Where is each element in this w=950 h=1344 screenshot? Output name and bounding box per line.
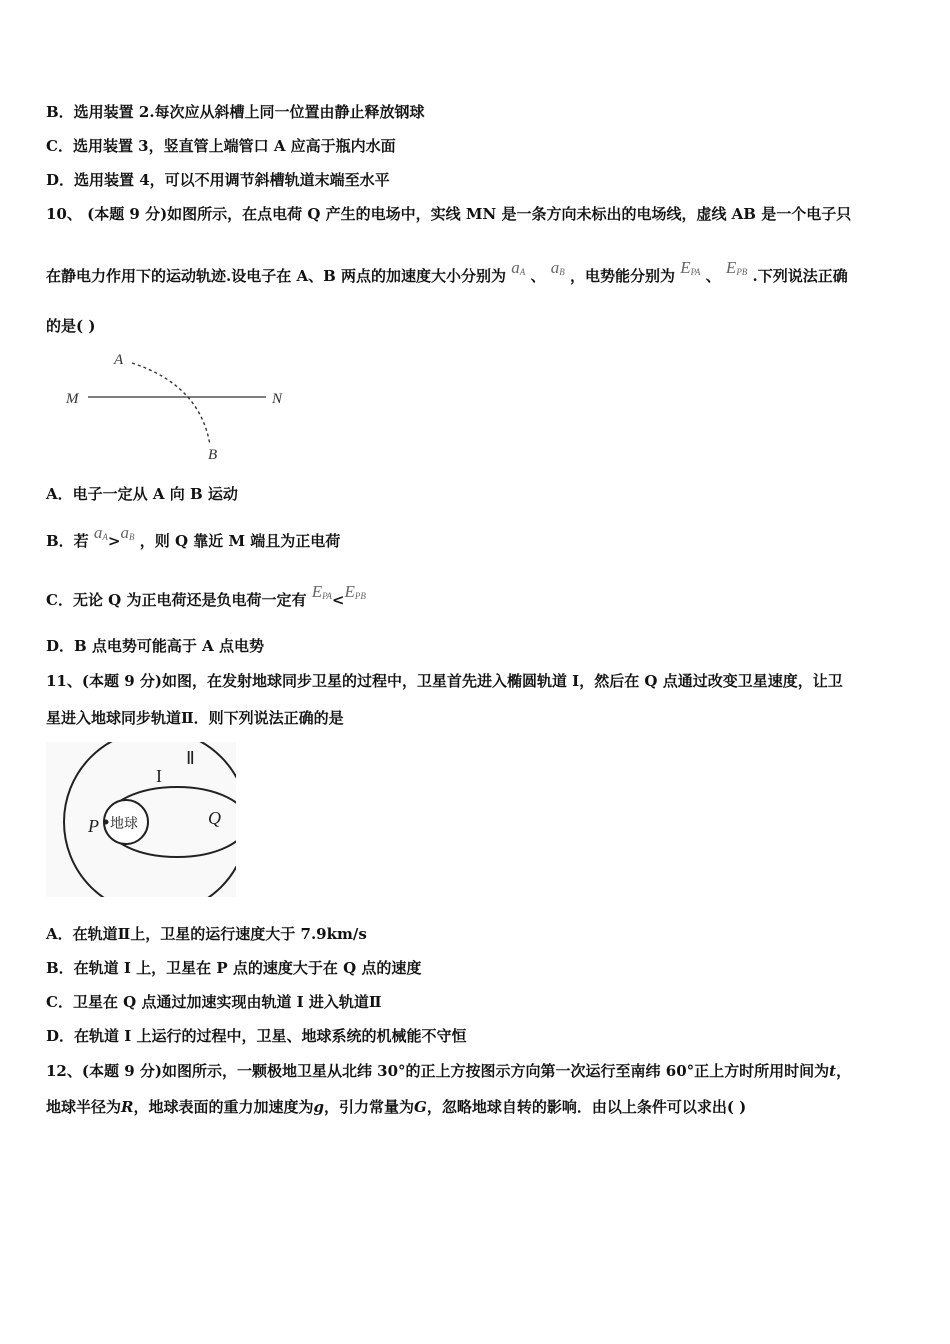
- label-P: P: [88, 816, 99, 836]
- trajectory-ab: [132, 363, 210, 445]
- earth-label: 地球: [110, 817, 138, 832]
- label-I: I: [156, 766, 162, 786]
- q10-stem-text-c: .下列说法正确: [752, 267, 848, 285]
- var-R: R: [121, 1098, 134, 1116]
- q10-stem-line3: 的是( ): [46, 317, 96, 335]
- energy-E-PA: EPA: [680, 258, 701, 277]
- q9-option-d: D．选用装置 4，可以不用调节斜槽轨道末端至水平: [46, 171, 390, 189]
- var-t: t: [829, 1062, 837, 1080]
- q10-stem-line1: 10、 (本题 9 分)如图所示，在点电荷 Q 产生的电场中，实线 MN 是一条方向未标出的电场线，虚线 AB 是一个电子只: [46, 205, 852, 223]
- q10-stem-text-a: 在静电力作用下的运动轨迹.设电子在 A、B 两点的加速度大小分别为: [46, 267, 506, 285]
- accel-a-A: aA: [93, 523, 108, 542]
- q11-option-c: C．卫星在 Q 点通过加速实现由轨道 I 进入轨道Ⅱ: [46, 993, 382, 1011]
- accel-a-B: aB: [120, 523, 135, 542]
- energy-E-PB: EPB: [344, 582, 366, 601]
- q9-option-b: B．选用装置 2.每次应从斜槽上同一位置由静止释放钢球: [46, 103, 425, 121]
- label-Q: Q: [208, 808, 221, 828]
- point-P: [104, 820, 109, 825]
- label-M: M: [66, 391, 79, 407]
- label-N: N: [272, 391, 283, 407]
- field-line-figure: [60, 345, 300, 465]
- accel-a-B: aB: [550, 258, 565, 277]
- q11-stem-line2: 星进入地球同步轨道Ⅱ．则下列说法正确的是: [46, 709, 344, 727]
- var-G: G: [414, 1098, 427, 1116]
- q10-option-b: B．若 aA>aB ，则 Q 靠近 M 端且为正电荷: [46, 523, 341, 550]
- energy-E-PA: EPA: [311, 582, 332, 601]
- label-II: Ⅱ: [186, 748, 195, 768]
- q11-option-d: D．在轨道 I 上运行的过程中，卫星、地球系统的机械能不守恒: [46, 1027, 467, 1045]
- q11-option-a: A．在轨道Ⅱ上，卫星的运行速度大于 7.9km/s: [46, 925, 367, 943]
- q11-option-b: B．在轨道 I 上，卫星在 P 点的速度大于在 Q 点的速度: [46, 959, 422, 977]
- q10-option-d: D．B 点电势可能高于 A 点电势: [46, 637, 264, 655]
- energy-E-PB: EPB: [725, 258, 748, 277]
- q9-option-c: C．选用装置 3，竖直管上端管口 A 应高于瓶内水面: [46, 137, 396, 155]
- q11-stem-line1: 11、(本题 9 分)如图，在发射地球同步卫星的过程中，卫星首先进入椭圆轨道 I，然后在 Q 点通过改变卫星速度，让卫: [46, 672, 843, 690]
- q12-stem-line2: 地球半径为R，地球表面的重力加速度为g，引力常量为G，忽略地球自转的影响．由以上条件可以求出( ): [46, 1098, 747, 1116]
- accel-a-A: aA: [511, 258, 526, 277]
- var-g: g: [313, 1098, 324, 1116]
- q12-stem-line1: 12、(本题 9 分)如图所示，一颗极地卫星从北纬 30°的正上方按图示方向第一次运行至南纬 60°正上方时所用时间为t，: [46, 1062, 852, 1080]
- q10-option-c: C．无论 Q 为正电荷还是负电荷一定有 EPA<EPB: [46, 582, 366, 609]
- q10-stem-line2: 在静电力作用下的运动轨迹.设电子在 A、B 两点的加速度大小分别为 aA 、 aB ，电势能分别为 EPA 、 EPB .下列说法正确: [46, 258, 848, 285]
- q10-option-a: A．电子一定从 A 向 B 运动: [46, 485, 238, 503]
- q10-stem-text-b: ，电势能分别为: [569, 267, 675, 285]
- label-A: A: [114, 352, 124, 368]
- label-B: B: [208, 447, 218, 463]
